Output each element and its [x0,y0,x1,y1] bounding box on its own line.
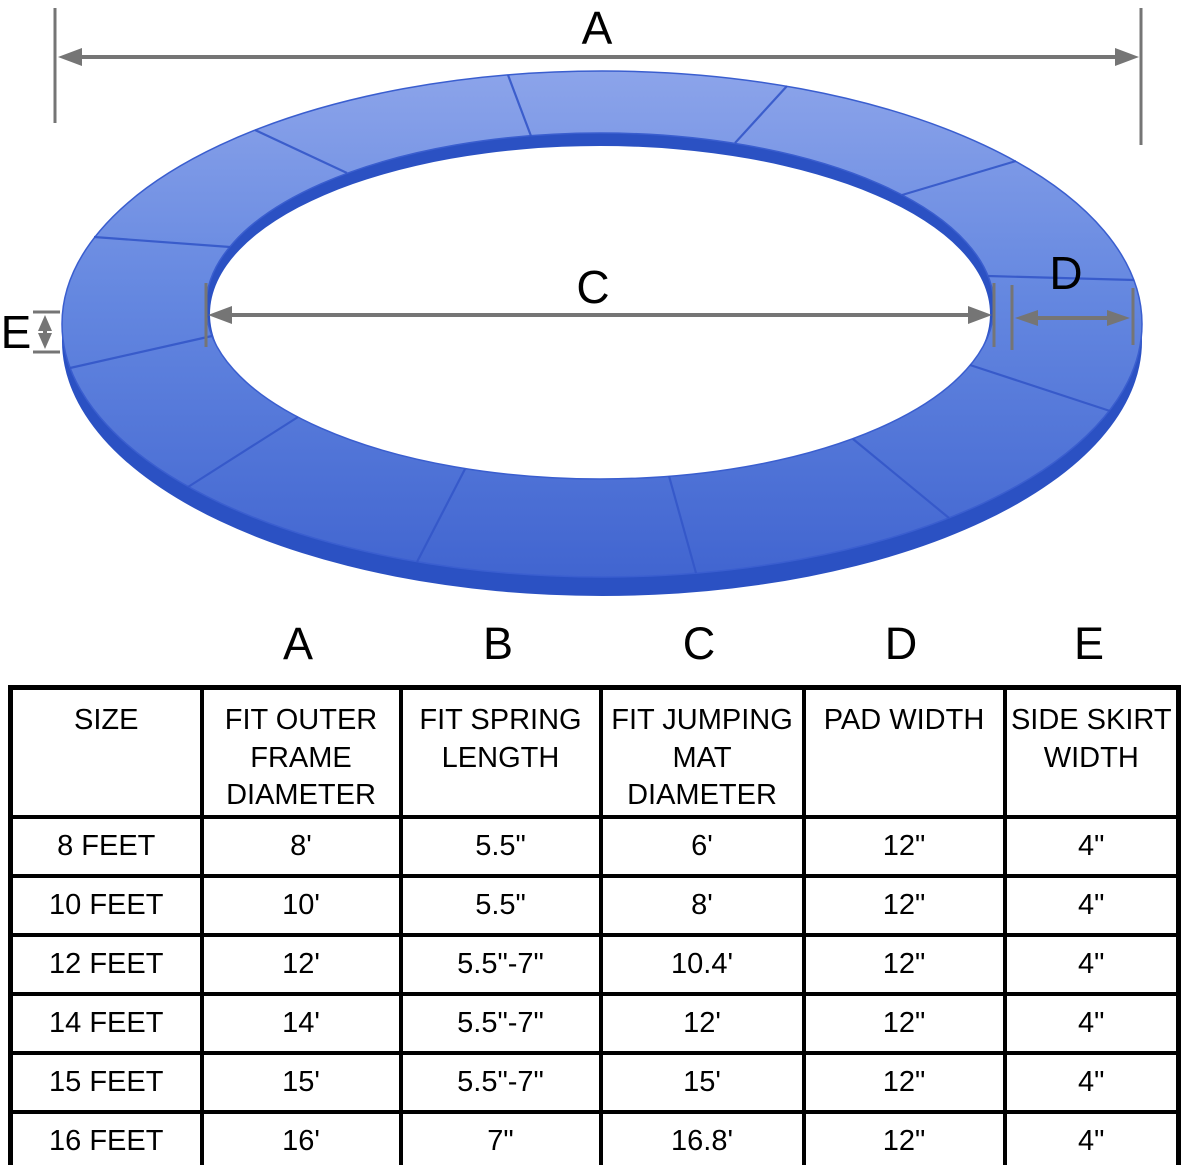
cell-pad-width: 12" [804,994,1005,1053]
dimension-e-label: E [0,306,32,358]
cell-size: 15 FEET [11,1053,202,1112]
column-letter-a: A [282,618,314,669]
cell-skirt-width: 4" [1005,1112,1179,1165]
cell-spring: 5.5"-7" [401,994,601,1053]
cell-frame: 14' [202,994,401,1053]
header-side-skirt-width: SIDE SKIRT WIDTH [1005,688,1179,818]
column-letter-d: D [884,618,918,669]
table-row [11,876,1179,935]
cell-skirt-width: 4" [1005,876,1179,935]
cell-size: 8 FEET [11,817,202,876]
cell-size: 10 FEET [11,876,202,935]
cell-skirt-width: 4" [1005,935,1179,994]
cell-pad-width: 12" [804,1112,1005,1165]
header-outer-frame-diameter: FIT OUTER FRAME DIAMETER [202,688,401,818]
header-pad-width: PAD WIDTH [804,688,1005,818]
dimension-d-label: D [1049,247,1083,299]
dimension-c-label: C [576,261,610,313]
cell-frame: 12' [202,935,401,994]
cell-mat: 8' [601,876,804,935]
dimension-a-label: A [581,2,613,54]
table-row [11,1053,1179,1112]
column-letter-c: C [682,618,716,669]
cell-pad-width: 12" [804,876,1005,935]
size-spec-table [8,685,1181,1165]
dimension-e [33,312,60,352]
cell-size: 12 FEET [11,935,202,994]
header-jumping-mat-diameter: FIT JUMPING MAT DIAMETER [601,688,804,818]
cell-spring: 5.5" [401,876,601,935]
cell-spring: 5.5" [401,817,601,876]
cell-skirt-width: 4" [1005,1053,1179,1112]
cell-frame: 8' [202,817,401,876]
cell-frame: 15' [202,1053,401,1112]
header-row [11,688,1179,818]
cell-size: 16 FEET [11,1112,202,1165]
cell-mat: 15' [601,1053,804,1112]
header-size: SIZE [11,688,202,818]
cell-mat: 10.4' [601,935,804,994]
cell-skirt-width: 4" [1005,994,1179,1053]
cell-spring: 7" [401,1112,601,1165]
table-row [11,1112,1179,1165]
column-letter-b: B [482,618,514,669]
table-row [11,817,1179,876]
cell-mat: 16.8' [601,1112,804,1165]
cell-skirt-width: 4" [1005,817,1179,876]
cell-frame: 10' [202,876,401,935]
cell-mat: 6' [601,817,804,876]
cell-size: 14 FEET [11,994,202,1053]
table-row [11,935,1179,994]
table-row [11,994,1179,1053]
cell-pad-width: 12" [804,1053,1005,1112]
cell-frame: 16' [202,1112,401,1165]
cell-pad-width: 12" [804,817,1005,876]
cell-mat: 12' [601,994,804,1053]
cell-pad-width: 12" [804,935,1005,994]
cell-spring: 5.5"-7" [401,1053,601,1112]
pad-ring-top-face [62,71,1142,577]
header-spring-length: FIT SPRING LENGTH [401,688,601,818]
cell-spring: 5.5"-7" [401,935,601,994]
column-letter-e: E [1073,618,1105,669]
